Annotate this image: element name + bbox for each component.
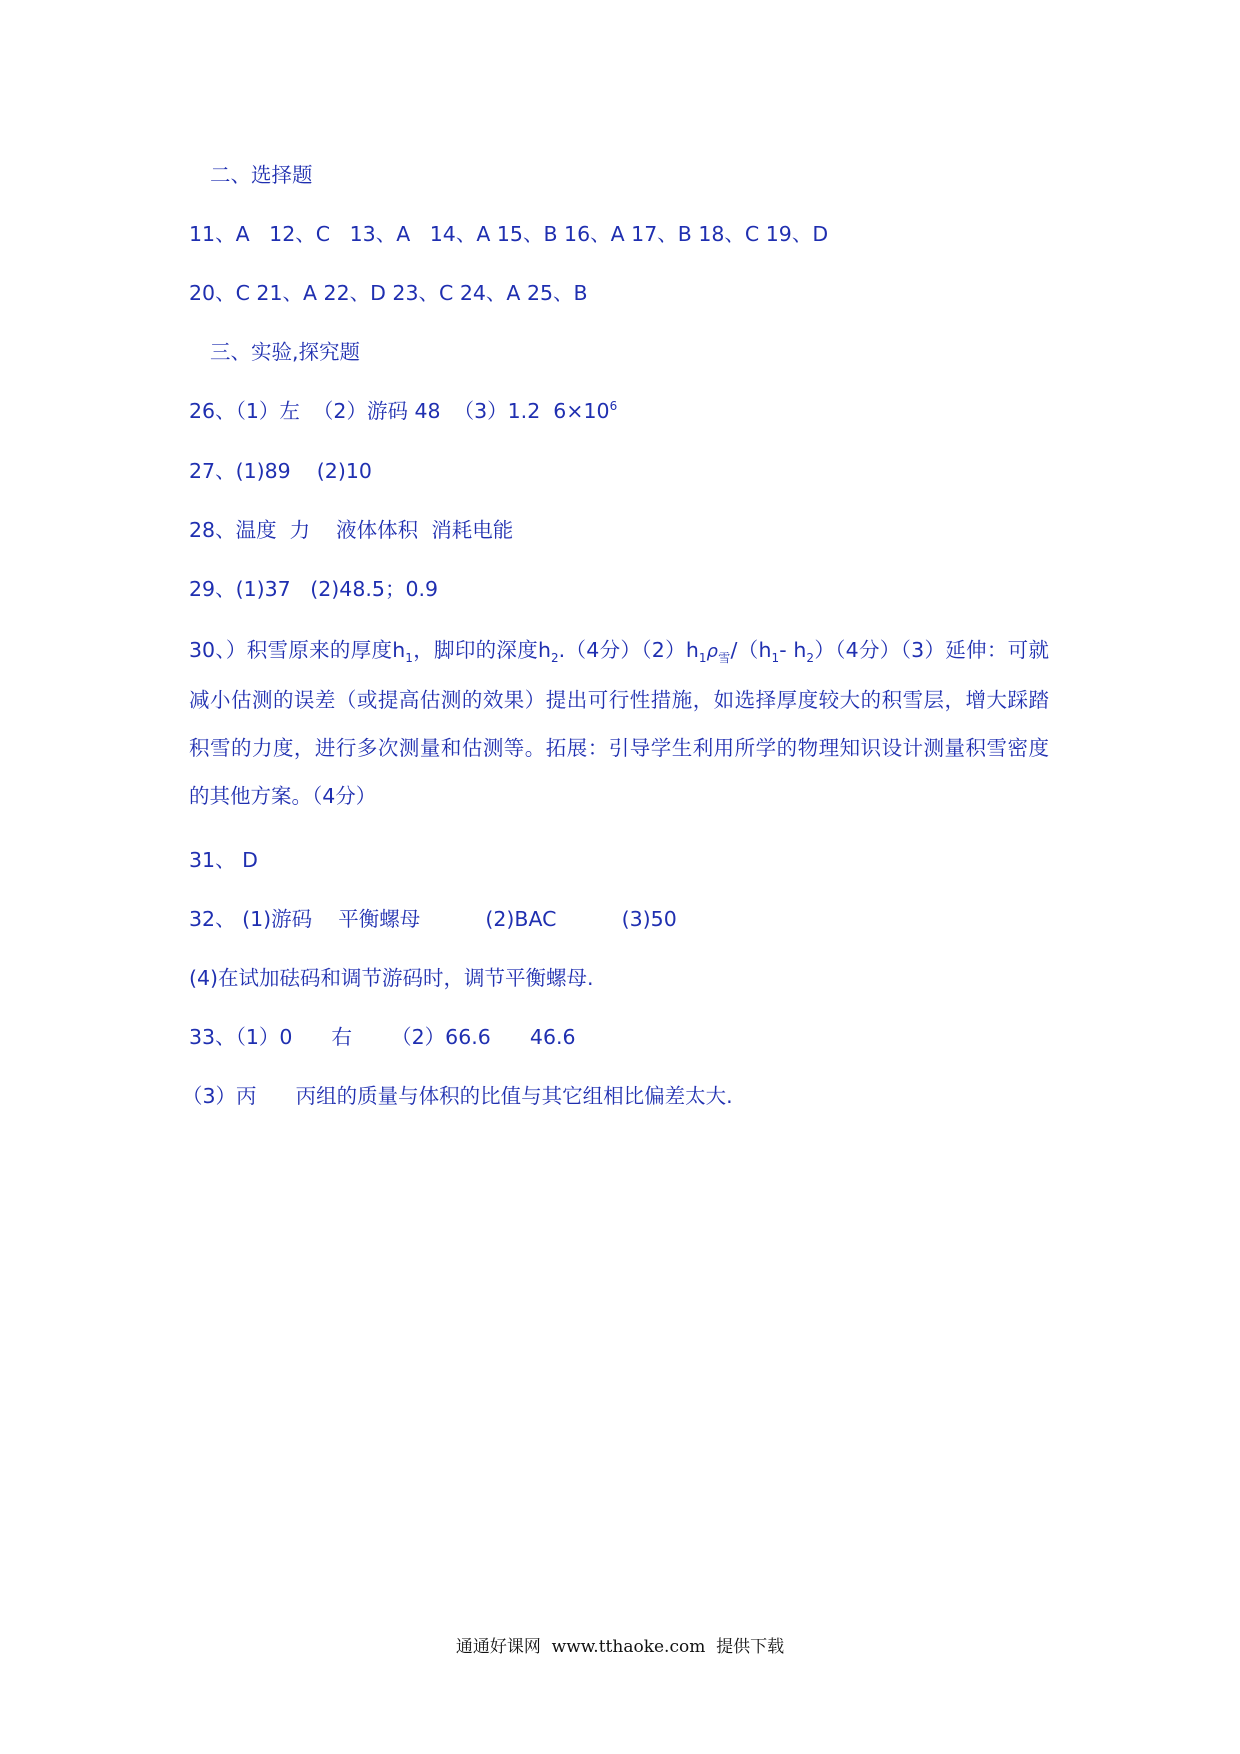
answer-30-part-4: /（h [730, 638, 772, 662]
answer-26 [189, 396, 617, 426]
answer-30 [189, 626, 1049, 820]
section-title-experiment: 三、实验,探究题 [210, 340, 361, 364]
answer-32-line-2: (4)在试加砝码和调节游码时，调节平衡螺母. [189, 966, 594, 990]
answer-29: 29、(1)37 (2)48.5；0.9 [189, 577, 439, 601]
footer-source-note: 通通好课网 www.tthaoke.com 提供下载 [455, 1637, 785, 1657]
answer-26-exponent: 6 [609, 399, 618, 414]
answer-30-sub-5: 2 [806, 651, 815, 666]
answer-31: 31、 D [189, 848, 258, 872]
answer-30-part-6: ）（4分）（3）延伸：可就减小估测的误差（或提高估测的效果）提出可行性措施，如选择厚度较大的积雪层，增大踩踏积雪的力度，进行多次测量和估测等。拓展：引导学生利用所学的物理知识设计测量积雪密度的其他方案。（4分） [189, 638, 1049, 808]
answer-30-part-3: .（4分）（2）h [558, 638, 699, 662]
answer-27: 27、(1)89 (2)10 [189, 459, 372, 483]
choice-answers-line-1: 11、A 12、C 13、A 14、A 15、B 16、A 17、B 18、C 19、D [189, 222, 829, 246]
answer-30-sub-4: 1 [771, 651, 780, 666]
answer-32-line-1: 32、 (1)游码 平衡螺母 (2)BAC (3)50 [189, 907, 677, 931]
answer-28: 28、温度 力 液体体积 消耗电能 [189, 518, 514, 542]
answer-30-part-5: - h [779, 638, 807, 662]
answer-30-sub-2: 2 [551, 651, 559, 666]
answer-30-part-1: 30、）积雪原来的厚度h [189, 638, 406, 662]
rho-subscript: 雪 [717, 651, 731, 666]
section-title-choice: 二、选择题 [210, 163, 313, 187]
answer-30-sub-3: 1 [698, 651, 707, 666]
answer-33-line-1: 33、（1）0 右 （2）66.6 46.6 [189, 1025, 576, 1049]
answer-30-part-2: ，脚印的深度h [412, 638, 552, 662]
answer-26-text: 26、（1）左 （2）游码 48 （3）1.2 6×10 [189, 399, 610, 423]
answer-33-line-2: （3）丙 丙组的质量与体积的比值与其它组相比偏差太大. [182, 1084, 733, 1108]
rho-symbol: ρ [706, 641, 718, 662]
choice-answers-line-2: 20、C 21、A 22、D 23、C 24、A 25、B [189, 281, 588, 305]
answer-30-sub-1: 1 [405, 651, 413, 666]
